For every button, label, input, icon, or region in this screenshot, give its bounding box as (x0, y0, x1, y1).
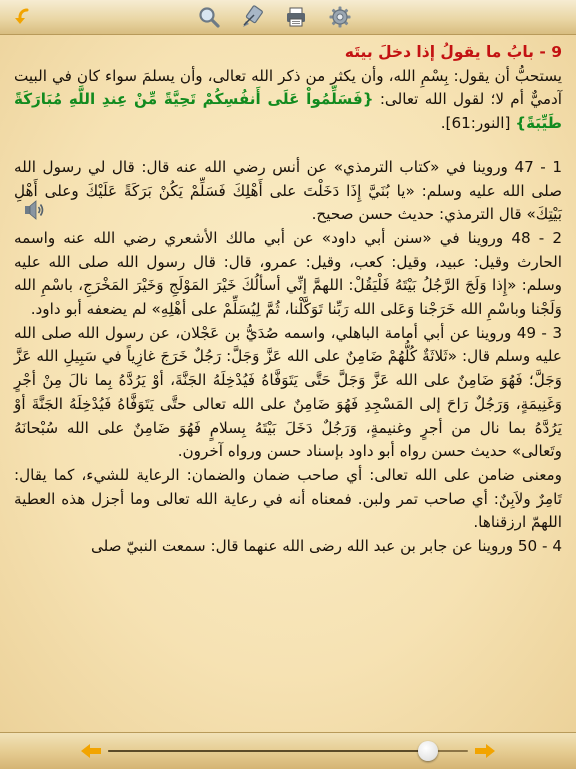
intro-paragraph (14, 65, 562, 136)
hadith-48: 2 - 48 وروينا في «سنن أبي داود» عن أبي مالك الأشعري رضي الله عنه واسمه الحارث وقيل: عبيد، وقيل: كعب، وقيل: عمرو، قال: قال رسول الله صلى الله عليه وسلم: «إِذا وَلَجَ الرَّجُلُ بَيْتَهُ فَلْيَقُلْ: اللهمَّ إنِّي أسألُكَ خَيْرَ المَوْلَجِ وَخَيْرَ المَخْرَجِ، باسْمِ الله وَلَجْنا وباسْمِ الله خَرَجْنا وَعَلى الله رَبِّنا تَوَكَّلْنا، ثُمَّ لِيُسَلِّمْ على أهْلِهِ» لم يضعفه أبو داود. (14, 228, 562, 319)
reading-page[interactable] (0, 35, 576, 732)
page-slider-knob[interactable] (418, 741, 438, 761)
back-arrow-icon[interactable] (10, 4, 36, 30)
gear-icon[interactable] (327, 4, 353, 30)
verse-reference: [النور:61]. (440, 114, 516, 133)
hadith-47: 1 - 47 وروينا في «كتاب الترمذي» عن أنس رضي الله عنه قال: قال لي رسول الله صلى الله عليه وسلم: «يا بُنَيَّ إِذَا دَخَلْتَ على أَهْلِكَ فَسَلِّمْ يَكُنْ بَرَكَةً عَلَيْكَ وعلى أَهْلِ بَيْتِكَ» قال الترمذي: حديث حسن صحيح. (14, 157, 563, 224)
book-text (0, 35, 576, 559)
search-icon[interactable] (196, 4, 222, 30)
previous-page-arrow-icon[interactable] (80, 742, 102, 760)
intro-text: يستحبُّ أن يقول: بِسْمِ الله، وأن يكثر من ذكر الله تعالى، وأن يسلمَ سواء كان في البيت آدميٌّ أم لا؛ لقول الله تعالى: (14, 66, 562, 109)
print-icon[interactable] (283, 4, 309, 30)
speaker-icon[interactable] (23, 199, 45, 221)
meaning-paragraph: ومعنى ضامن على الله تعالى: أي صاحب ضمان والضمان: الرعاية للشيء، كما يقال: تَامِرٌ ولاَبِنٌ: أي صاحب تمر ولبن. فمعناه أنه في رعاية الله تعالى وما أجزل هذه العطية اللهمّ ارزقناها. (14, 465, 562, 532)
top-toolbar (0, 0, 576, 35)
next-page-arrow-icon[interactable] (474, 742, 496, 760)
bottom-navigation-bar (0, 732, 576, 769)
bookmark-pin-icon[interactable] (239, 4, 265, 30)
hadith-50: 4 - 50 وروينا عن جابر بن عبد الله رضى الله عنهما قال: سمعت النبيّ صلى (90, 537, 562, 556)
quran-verse: {فَسَلِّمُواْ عَلَى أَنفُسِكُمْ تَحِيَّةً مِّنْ عِندِ اللَّهِ مُبَارَكَةً طَيِّبَةً} (14, 90, 562, 133)
page-slider-fill (108, 750, 428, 752)
hadith-49: 3 - 49 وروينا عن أبي أمامة الباهلي، واسمه صُدَيُّ بن عَجْلان، عن رسول الله صلى الله عليه وسلم قال: «ثَلاثَةٌ كُلُّهُمْ ضَامِنٌ على الله عَزَّ وَجَلَّ: رَجُلٌ خَرَجَ غازِياً في سَبِيلِ الله عَزَّ وَجَلَّ؛ فَهُوَ ضَامِنٌ على الله عَزَّ وَجَلَّ حَتَّى يَتَوَفَّاهُ فَيُدْخِلَهُ الجَنَّةَ، أوْ يَرُدَّهُ بِما نالَ مِنْ أجْرٍ وَغَنِيمَةٍ، وَرَجُلٌ رَاحَ إلى المَسْجِدِ فَهُوَ ضَامِنٌ على الله تعالى حتَّى يَتَوَفَّاهُ فَيُدْخِلَهُ الجَنَّةَ أوْ يَرُدَّهُ بما نال من أجرٍ وغنيمةٍ، وَرَجُلٌ دَخَلَ بَيْتَهُ بِسلامٍ فَهُوَ ضَامِنٌ على الله سُبْحانَهُ وتَعالى» حديث حسن رواه أبو داود بإسناد حسن ورواه آخرون. (14, 323, 562, 461)
chapter-title: 9 - بابُ ما يقولُ إذا دخلَ بيتَه (344, 43, 562, 61)
